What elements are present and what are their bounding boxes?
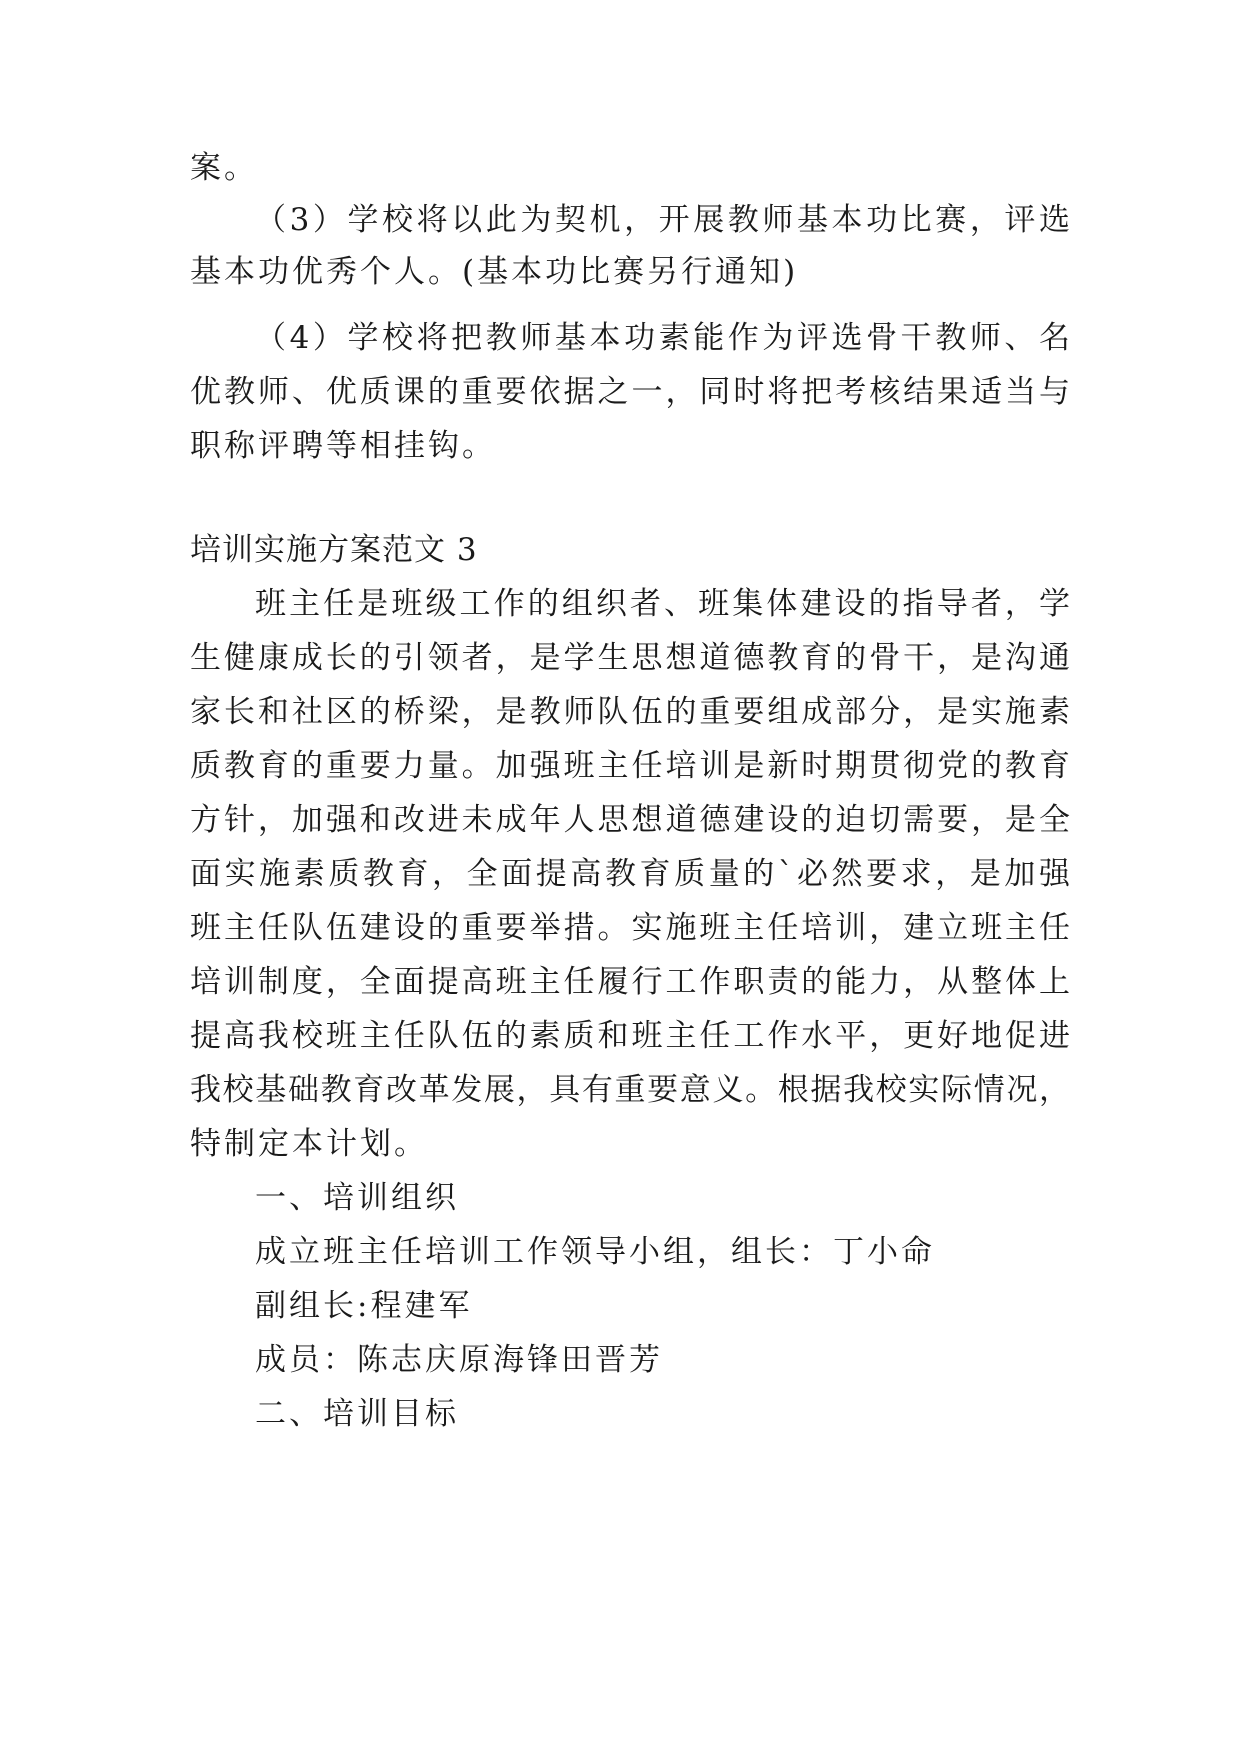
paragraph-line: 生健康成长的引领者，是学生思想道德教育的骨干，是沟通 <box>190 640 1070 676</box>
paragraph-line: 副组长:程建军 <box>255 1288 473 1324</box>
paragraph-line: 家长和社区的桥梁，是教师队伍的重要组成部分，是实施素 <box>190 694 1070 730</box>
paragraph-line: 案。 <box>190 150 258 186</box>
paragraph-line: 质教育的重要力量。加强班主任培训是新时期贯彻党的教育 <box>190 748 1070 784</box>
paragraph-line: 我校基础教育改革发展，具有重要意义。根据我校实际情况， <box>190 1072 1070 1108</box>
paragraph-line: 成立班主任培训工作领导小组，组长：丁小命 <box>255 1234 935 1270</box>
paragraph-line: 成员：陈志庆原海锋田晋芳 <box>255 1342 663 1378</box>
paragraph-line: 基本功优秀个人。(基本功比赛另行通知) <box>190 254 799 290</box>
paragraph-line: 特制定本计划。 <box>190 1126 428 1162</box>
section-heading: 二、培训目标 <box>255 1396 459 1432</box>
section-heading: 培训实施方案范文 3 <box>190 532 478 568</box>
paragraph-line: 班主任是班级工作的组织者、班集体建设的指导者，学 <box>255 586 1070 622</box>
paragraph-line: 职称评聘等相挂钩。 <box>190 428 496 464</box>
paragraph-line: 培训制度，全面提高班主任履行工作职责的能力，从整体上 <box>190 964 1070 1000</box>
paragraph-line: （3）学校将以此为契机，开展教师基本功比赛，评选 <box>255 202 1070 238</box>
paragraph-line: （4）学校将把教师基本功素能作为评选骨干教师、名 <box>255 320 1070 356</box>
paragraph-line: 面实施素质教育，全面提高教育质量的`必然要求，是加强 <box>190 856 1070 892</box>
paragraph-line: 班主任队伍建设的重要举措。实施班主任培训，建立班主任 <box>190 910 1070 946</box>
paragraph-line: 优教师、优质课的重要依据之一，同时将把考核结果适当与 <box>190 374 1070 410</box>
section-heading: 一、培训组织 <box>255 1180 459 1216</box>
paragraph-line: 方针，加强和改进未成年人思想道德建设的迫切需要，是全 <box>190 802 1070 838</box>
paragraph-line: 提高我校班主任队伍的素质和班主任工作水平，更好地促进 <box>190 1018 1070 1054</box>
